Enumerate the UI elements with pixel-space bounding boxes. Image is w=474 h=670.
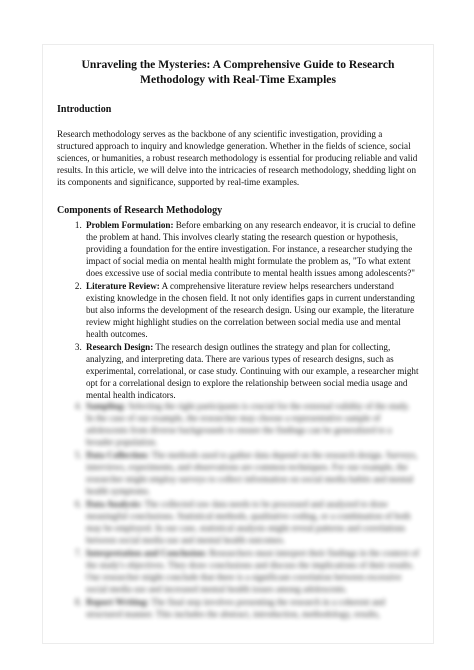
item-label: Report Writing: <box>86 597 150 607</box>
item-label: Literature Review: <box>86 281 160 291</box>
blurred-preview-region <box>57 400 419 621</box>
item-text: The final step involves presenting the research in a coherent and structured manner. This includes the abstract, introduction, methodology, results, <box>86 597 385 619</box>
item-label: Data Collection: <box>86 450 150 460</box>
list-item <box>84 219 419 279</box>
item-label: Interpretation and Conclusion: <box>86 548 208 558</box>
document-content <box>57 57 419 619</box>
document-title: Unraveling the Mysteries: A Comprehensive Guide to Research Methodology with Real-Time Examples <box>81 58 395 86</box>
introduction-paragraph: Research methodology serves as the backbone of any scientific investigation, providing a structured approach to inquiry and knowledge generation. Whether in the fields of science, social sciences, or humanities, a robust research methodology is essential for producing reliable and valid results. In this article, we will delve into the intricacies of research methodology, shedding light on its components and significance, supported by real-time examples. <box>57 129 418 187</box>
list-item <box>84 341 419 401</box>
item-text: Selecting the right participants is crucial for the external validity of the study. In the case of our example, the researcher may choose a representative sample of adolescents from diverse backgrounds to ensure the findings can be generalized to a broader population. <box>86 401 410 447</box>
components-list <box>57 219 419 401</box>
list-item <box>84 498 419 546</box>
list-item <box>84 596 419 620</box>
list-item <box>84 547 419 595</box>
item-text: Before embarking on any research endeavor, it is crucial to define the problem at hand. This involves clearly stating the research question or hypothesis, providing a foundation for the entire investigation. For instance, a researcher studying the impact of social media on mental health might formulate the problem as, "To what extent does excessive use of social media contribute to mental health issues among adolescents?" <box>86 220 416 278</box>
item-label: Problem Formulation: <box>86 220 174 230</box>
item-label: Sampling: <box>86 401 126 411</box>
components-heading: Components of Research Methodology <box>57 205 223 216</box>
components-list-blurred <box>57 400 419 620</box>
list-item <box>84 280 419 340</box>
item-text: The collected raw data needs to be processed and analyzed to draw meaningful conclusions. Statistical methods, qualitative coding, or a combination of both may be employed. In our case, statistical analysis might reveal patterns and correlations between social media use and mental health outcomes. <box>86 499 411 545</box>
item-text: A comprehensive literature review helps researchers understand existing knowledge in the chosen field. It not only identifies gaps in current understanding but also informs the development of the research design. Using our example, the literature review might highlight studies on the correlation between social media use and mental health outcomes. <box>86 281 415 339</box>
introduction-heading: Introduction <box>57 104 112 115</box>
components-list-visible <box>57 219 419 402</box>
list-item <box>84 449 419 497</box>
list-item <box>84 400 419 448</box>
item-text: The research design outlines the strategy and plan for collecting, analyzing, and interpreting data. There are various types of research designs, such as experimental, correlational, or case study. Continuing with our example, a researcher might opt for a correlational design to explore the relationship between social media usage and mental health indicators. <box>86 342 419 400</box>
item-text: Researchers must interpret their findings in the context of the study's objectives. They draw conclusions and discuss the implications of their results. Our researcher might conclude that there is a significant correlation between excessive social media use and increased mental health issues among adolescents. <box>86 548 419 594</box>
item-text: The methods used to gather data depend on the research design. Surveys, interviews, experiments, and observations are common techniques. For our example, the researcher might employ surveys to collect information on social media habits and mental health symptoms. <box>86 450 418 496</box>
item-label: Research Design: <box>86 342 154 352</box>
item-label: Data Analysis: <box>86 499 143 509</box>
